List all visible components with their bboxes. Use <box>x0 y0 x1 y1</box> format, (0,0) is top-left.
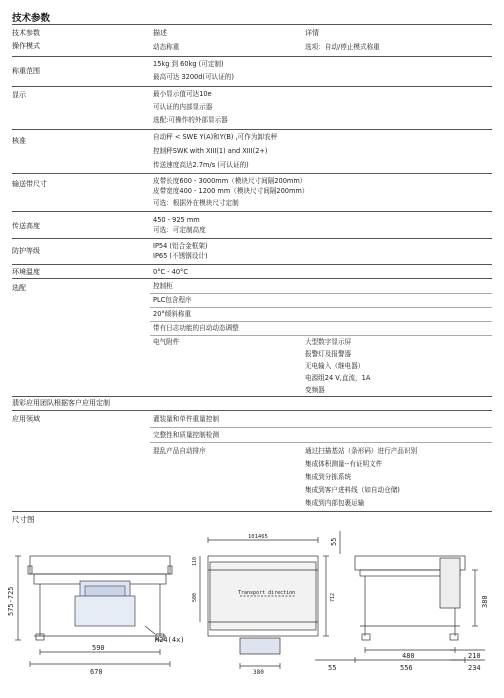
row-conveyor-line: 皮带长度600 - 3000mm（模块尺寸间隔200mm） <box>153 177 307 185</box>
rule <box>150 321 492 322</box>
row-label-mode: 操作模式 <box>12 42 40 50</box>
row-label-app: 应用领域 <box>12 415 40 423</box>
mixed-item: 集成体积测量--有证明文件 <box>305 460 383 468</box>
app-item: 灌装量和单件重量控制 <box>153 415 219 423</box>
end-view <box>315 531 485 663</box>
rule <box>150 427 492 428</box>
options-item: PLC包含程序 <box>153 296 192 304</box>
options-electric-label: 电气附件 <box>153 338 180 346</box>
row-calib-line: 控制秤SWK with XIII(1) and XIII(2+) <box>153 147 268 155</box>
row-label-display: 显示 <box>12 91 26 99</box>
mixed-item: 集成到分拣系统 <box>305 473 352 481</box>
dim-mid-h1: 110 <box>192 556 198 566</box>
rule <box>150 293 492 294</box>
electric-item: 大型数字显示屏 <box>305 338 352 346</box>
row-label-conveyor: 输送带尺寸 <box>12 180 47 188</box>
row-mode-detail: 选项：自动/停止模式称重 <box>305 43 380 51</box>
dimension-drawing <box>7 526 494 696</box>
electric-item: 无电输入（继电器） <box>305 362 365 370</box>
dim-r-b4: 210 <box>468 652 481 660</box>
electric-item: 电源组24 V,直流，1A <box>305 374 371 382</box>
row-protect-line: IP65 (不锈钢设计) <box>153 252 208 260</box>
row-label-temp: 环境温度 <box>12 268 40 276</box>
row-label-range: 称重范围 <box>12 67 40 75</box>
dim-r-side: 380 <box>481 595 489 608</box>
drawing-section-title: 尺寸图 <box>12 515 35 524</box>
dim-mid-top: 101465 <box>248 534 268 540</box>
dim-r-b1: 480 <box>402 652 415 660</box>
row-protect-line: IP54 (铝合金框架) <box>153 242 208 250</box>
rule <box>12 278 492 279</box>
mixed-item: 集成到内部包裹运输 <box>305 499 365 507</box>
rule <box>150 335 492 336</box>
row-label-height: 传送高度 <box>12 222 40 230</box>
row-calib-line: 传送速度高达2.7m/s (可认证的) <box>153 161 249 169</box>
rule <box>12 211 492 212</box>
header-col-param: 技术参数 <box>12 29 40 37</box>
rule <box>12 173 492 174</box>
row-display-line: 可认证的内部显示器 <box>153 103 213 111</box>
dim-left-w2: 670 <box>90 668 103 676</box>
rule <box>150 307 492 308</box>
title-rule <box>12 24 492 25</box>
row-mode-desc: 动态称重 <box>153 43 180 51</box>
dim-left-w1: 590 <box>92 644 105 652</box>
rule <box>12 511 492 512</box>
rule <box>12 56 492 57</box>
rule <box>150 442 492 443</box>
row-label-custom: 翡彩应用团队根据客户应用定制 <box>12 399 110 407</box>
dim-mid-h2: 500 <box>192 592 198 602</box>
row-conveyor-line: 皮带宽度400 - 1200 mm（模块尺寸间隔200mm） <box>153 187 309 195</box>
dim-r-b3: 55 <box>328 664 337 672</box>
row-display-line: 选配:可操作的外部显示器 <box>153 116 228 124</box>
rule <box>12 410 492 411</box>
dim-r-top: 55 <box>330 537 338 546</box>
electric-item: 变频器 <box>305 386 325 394</box>
dim-left-height: 575-725 <box>7 586 15 616</box>
header-col-desc: 描述 <box>153 29 167 37</box>
row-label-calib: 核准 <box>12 137 26 145</box>
row-label-options: 选配 <box>12 284 26 292</box>
row-height-line: 450 - 925 mm <box>153 216 200 224</box>
rule <box>12 264 492 265</box>
rule <box>12 238 492 239</box>
dim-r-b2: 556 <box>400 664 413 672</box>
rule <box>12 129 492 130</box>
options-item: 20°倾斜称重 <box>153 310 192 318</box>
dim-mid-bottom: 380 <box>253 669 264 676</box>
dim-mid-h3: 712 <box>330 592 336 602</box>
header-col-detail: 详情 <box>305 29 319 37</box>
electric-item: 报警灯及报警器 <box>305 350 352 358</box>
options-item: 带有日志功能的自动动态调整 <box>153 324 239 332</box>
row-conveyor-line: 可选：根据外在模块尺寸定制 <box>153 199 239 207</box>
row-height-line: 可选：可定制高度 <box>153 226 206 234</box>
top-view <box>200 537 329 669</box>
row-display-line: 最小显示值可达10e <box>153 90 212 98</box>
row-range-line: 最高可达 3200d(可认证的) <box>153 73 234 81</box>
options-item: 控制柜 <box>153 282 173 290</box>
row-temp-value: 0°C - 40°C <box>153 268 188 276</box>
mixed-item: 通过扫描基站（条形码）进行产品识别 <box>305 447 418 455</box>
row-calib-line: 自动秤 < SWE Y(A)和Y(B) ,可作为卸农秤 <box>153 133 278 141</box>
page-title: 技术参数 <box>12 13 51 24</box>
row-range-line: 15kg 到 60kg (可定制) <box>153 60 224 68</box>
mixed-item: 集成到客户进料线（如自动仓储) <box>305 486 400 494</box>
dim-mid-text: Transport direction <box>238 590 296 596</box>
app-mixed-label: 混乱产品自动排序 <box>153 447 206 455</box>
rule <box>12 86 492 87</box>
row-label-protect: 防护等级 <box>12 247 40 255</box>
dim-r-b5: 234 <box>468 664 481 672</box>
app-item: 完整性和质量控制检测 <box>153 431 219 439</box>
rule <box>12 396 492 397</box>
dim-bolt: M24(4x) <box>155 636 185 644</box>
